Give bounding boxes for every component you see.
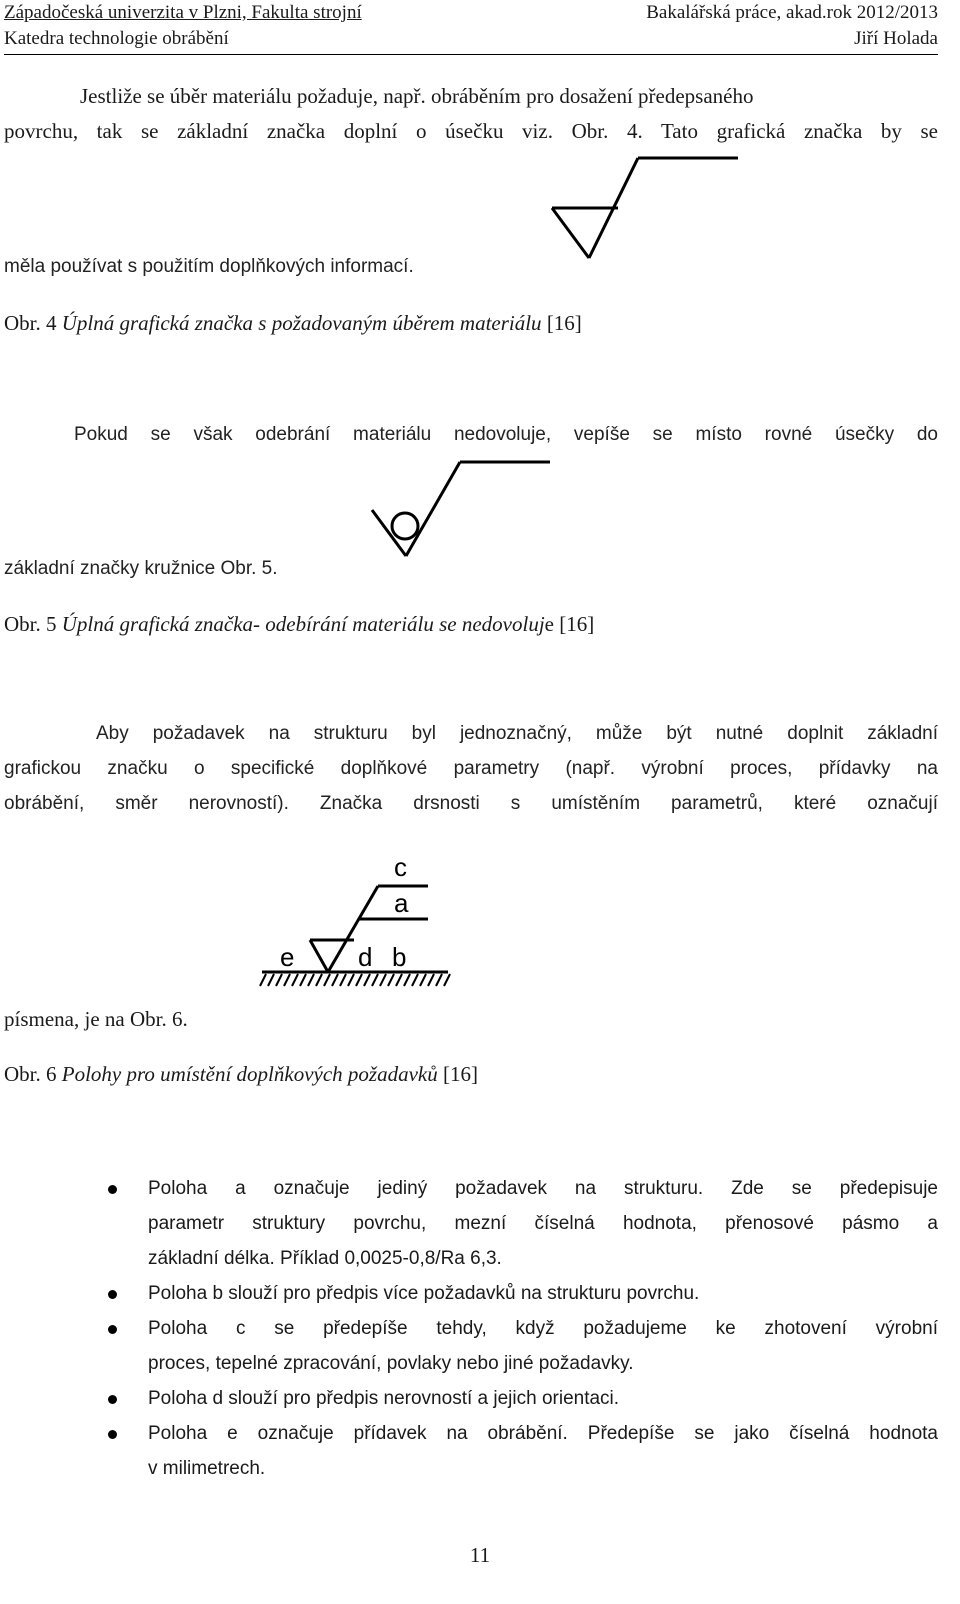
figure-6-symbol: [258, 846, 458, 996]
fig4-triangle-left: [552, 208, 589, 258]
caption-obr5: [4, 612, 594, 636]
fig5-long-leg: [406, 462, 460, 556]
fig6-label-c: c: [394, 852, 407, 882]
figure-5-symbol: [368, 456, 558, 566]
header-department: Katedra technologie obrábění: [4, 28, 229, 49]
caption4-prefix: Obr. 4: [4, 311, 57, 335]
bullet-5-line2: v milimetrech.: [148, 1458, 266, 1479]
bullet-dot: [108, 1290, 117, 1299]
caption5-title: Úplná grafická značka- odebírání materiálu se nedovoluj: [61, 612, 545, 636]
page-number: 11: [469, 1543, 491, 1567]
caption6-title: Polohy pro umístění doplňkových požadavků: [61, 1062, 438, 1086]
para1-line3: měla používat s použitím doplňkových informací.: [4, 256, 414, 277]
header-thesis-info: Bakalářská práce, akad.rok 2012/2013: [646, 2, 938, 23]
fig6-hatching: [260, 974, 450, 986]
para3-line3: obrábění, směr nerovností). Značka drsnosti s umístěním parametrů, které označují: [4, 793, 938, 814]
para2-line2: základní značky kružnice Obr. 5.: [4, 558, 278, 579]
bullet-1-line2: parametr struktury povrchu, mezní číselná hodnota, přenosové pásmo a: [148, 1213, 938, 1234]
caption6-ref: [16]: [442, 1062, 478, 1086]
caption6-prefix: Obr. 6: [4, 1062, 57, 1086]
page-header-line1: [4, 2, 938, 24]
caption4-title: Úplná grafická značka s požadovaným úběrem materiálu: [61, 311, 542, 335]
caption-obr6: [4, 1062, 478, 1086]
caption4-ref: [16]: [546, 311, 582, 335]
para1-line2: povrchu, tak se základní značka doplní o úsečku viz. Obr. 4. Tato grafická značka by se: [4, 119, 938, 143]
bullet-3-line1: Poloha c se předepíše tehdy, když požadujeme ke zhotovení výrobní: [148, 1318, 938, 1339]
bullet-1-line1: Poloha a označuje jediný požadavek na strukturu. Zde se předepisuje: [148, 1178, 938, 1199]
caption5-title-end: e: [544, 612, 554, 636]
fig6-label-d: d: [358, 942, 373, 972]
para3-line2: grafickou značku o specifické doplňkové parametry (např. výrobní proces, přídavky na: [4, 758, 938, 779]
bullet-dot: [108, 1325, 117, 1334]
header-author: Jiří Holada: [854, 28, 938, 49]
header-divider: [4, 54, 938, 55]
fig6-triangle-left: [310, 940, 328, 972]
figure-4-symbol: [548, 150, 748, 270]
para3-line1: Aby požadavek na strukturu byl jednoznačný, může být nutné doplnit základní: [96, 723, 938, 744]
fig5-left-leg: [372, 510, 406, 556]
bullet-dot: [108, 1395, 117, 1404]
bullet-1-line3: základní délka. Příklad 0,0025-0,8/Ra 6,3.: [148, 1248, 502, 1269]
caption-obr4: [4, 311, 582, 335]
page-header-line2: [4, 28, 938, 50]
bullet-4-line1: Poloha d slouží pro předpis nerovností a jejich orientaci.: [148, 1388, 620, 1409]
para2-line1: Pokud se však odebrání materiálu nedovoluje, vepíše se místo rovné úsečky do: [74, 424, 938, 445]
para1-line1: Jestliže se úběr materiálu požaduje, např. obráběním pro dosažení předepsaného: [80, 84, 754, 108]
bullet-5-line1: Poloha e označuje přídavek na obrábění. Předepíše se jako číselná hodnota: [148, 1423, 938, 1444]
caption5-ref: [16]: [559, 612, 595, 636]
bullet-dot: [108, 1185, 117, 1194]
fig6-label-e: e: [280, 942, 295, 972]
bullet-2-line1: Poloha b slouží pro předpis více požadavků na strukturu povrchu.: [148, 1283, 700, 1304]
bullet-dot: [108, 1430, 117, 1439]
fig5-circle: [392, 513, 418, 539]
header-university: Západočeská univerzita v Plzni, Fakulta strojní: [4, 2, 362, 23]
fig6-label-b: b: [392, 942, 407, 972]
caption5-prefix: Obr. 5: [4, 612, 57, 636]
fig6-label-a: a: [394, 888, 409, 918]
bullet-3-line2: proces, tepelné zpracování, povlaky nebo jiné požadavky.: [148, 1353, 634, 1374]
para3-line4: písmena, je na Obr. 6.: [4, 1007, 188, 1031]
